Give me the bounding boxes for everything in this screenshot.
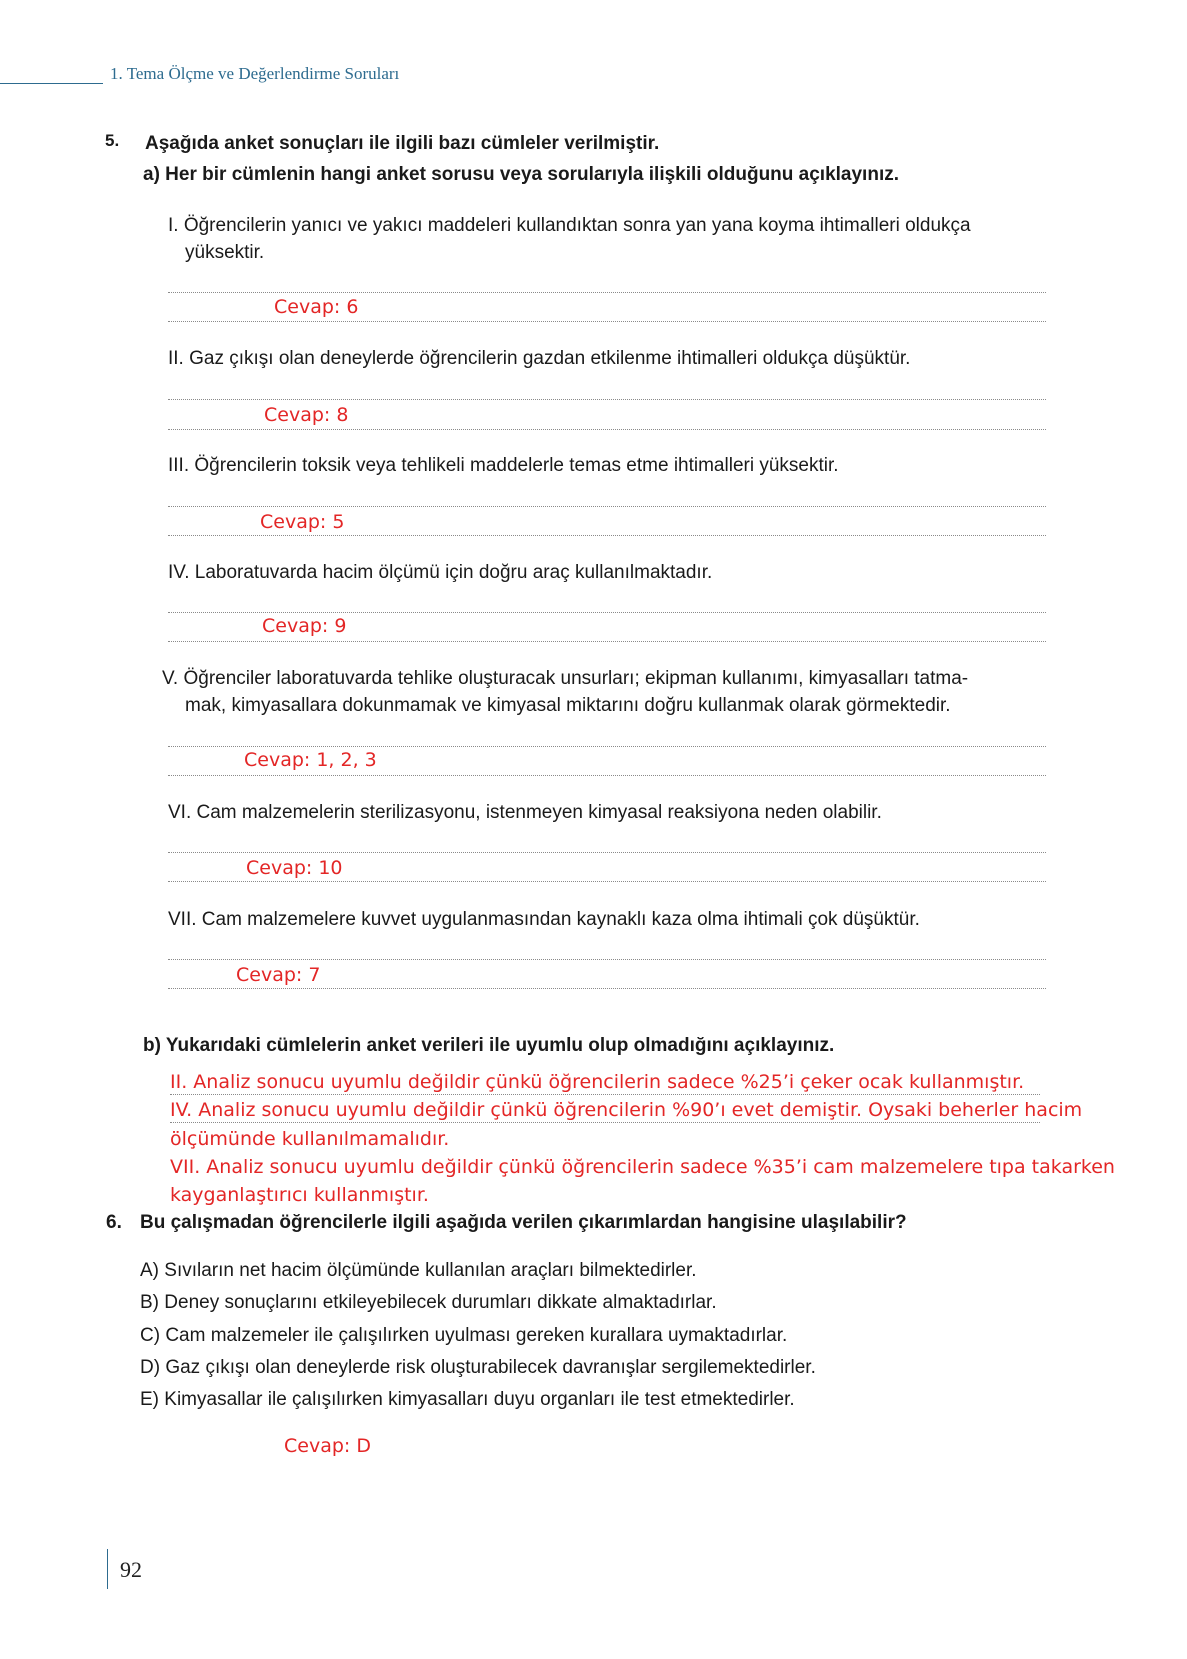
statement-7-line-1: VII. Cam malzemelere kuvvet uygulanmasından kaynaklı kaza olma ihtimali çok düşüktür. [168, 909, 920, 930]
part-b-answer-line-5: kayganlaştırıcı kullanmıştır. [170, 1184, 429, 1206]
question-5-intro: Aşağıda anket sonuçları ile ilgili bazı cümleler verilmiştir. [145, 133, 660, 154]
header-rule [0, 83, 103, 84]
answer-line [168, 881, 1046, 882]
statement-3-line-1: III. Öğrencilerin toksik veya tehlikeli maddelerle temas etme ihtimalleri yüksektir. [168, 455, 839, 476]
statement-4-line-1: IV. Laboratuvarda hacim ölçümü için doğru araç kullanılmaktadır. [168, 562, 713, 583]
statement-3-answer: Cevap: 5 [260, 511, 345, 533]
answer-line [168, 399, 1046, 400]
answer-line [168, 429, 1046, 430]
option-e: E) Kimyasallar ile çalışılırken kimyasalları duyu organları ile test etmektedirler. [140, 1389, 795, 1410]
statement-5-line-1: V. Öğrenciler laboratuvarda tehlike oluşturacak unsurları; ekipman kullanımı, kimyasalları tatma- [162, 668, 969, 689]
part-b-answer-line-4: VII. Analiz sonucu uyumlu değildir çünkü öğrencilerin sadece %35’i cam malzemelere tıpa takarken [170, 1156, 1115, 1178]
answer-line [168, 292, 1046, 293]
question-6-text: Bu çalışmadan öğrencilerle ilgili aşağıda verilen çıkarımlardan hangisine ulaşılabilir? [140, 1212, 907, 1233]
statement-4-answer: Cevap: 9 [262, 615, 347, 637]
question-5-number: 5. [105, 131, 120, 150]
chapter-title: 1. Tema Ölçme ve Değerlendirme Soruları [110, 64, 400, 83]
answer-line [168, 959, 1046, 960]
option-a: A) Sıvıların net hacim ölçümünde kullanılan araçları bilmektedirler. [140, 1260, 697, 1281]
statement-5-line-2: mak, kimyasallara dokunmamak ve kimyasal miktarını doğru kullanmak olarak görmektedir. [185, 695, 951, 716]
statement-7-answer: Cevap: 7 [236, 964, 321, 986]
answer-line [168, 641, 1046, 642]
answer-line [168, 852, 1046, 853]
question-5-part-b: b) Yukarıdaki cümlelerin anket verileri ile uyumlu olup olmadığını açıklayınız. [143, 1035, 835, 1056]
answer-line [168, 775, 1046, 776]
statement-5-answer: Cevap: 1, 2, 3 [244, 749, 377, 771]
part-b-answer-line-1: II. Analiz sonucu uyumlu değildir çünkü öğrencilerin sadece %25’i çeker ocak kullanmıştır. [170, 1071, 1025, 1093]
answer-line [168, 535, 1046, 536]
statement-1-answer: Cevap: 6 [274, 296, 359, 318]
question-5-part-a: a) Her bir cümlenin hangi anket sorusu veya sorularıyla ilişkili olduğunu açıklayınız. [143, 164, 900, 185]
answer-line [170, 1094, 1040, 1095]
answer-line [168, 612, 1046, 613]
option-d: D) Gaz çıkışı olan deneylerde risk oluşturabilecek davranışlar sergilemektedirler. [140, 1357, 816, 1378]
statement-6-line-1: VI. Cam malzemelerin sterilizasyonu, istenmeyen kimyasal reaksiyona neden olabilir. [168, 802, 882, 823]
statement-2-line-1: II. Gaz çıkışı olan deneylerde öğrencilerin gazdan etkilenme ihtimalleri oldukça düşüktür. [168, 348, 911, 369]
statement-1-line-1: I. Öğrencilerin yanıcı ve yakıcı maddeleri kullandıktan sonra yan yana koyma ihtimalleri oldukça [168, 215, 971, 236]
page-number: 92 [120, 1557, 142, 1582]
answer-line [168, 746, 1046, 747]
statement-2-answer: Cevap: 8 [264, 404, 349, 426]
question-6-answer: Cevap: D [284, 1435, 371, 1457]
answer-line [170, 1122, 1040, 1123]
part-b-answer-line-2: IV. Analiz sonucu uyumlu değildir çünkü öğrencilerin %90’ı evet demiştir. Oysaki beherler hacim [170, 1099, 1083, 1121]
statement-1-line-2: yüksektir. [185, 242, 265, 263]
page-number-rule [107, 1549, 108, 1589]
answer-line [168, 506, 1046, 507]
part-b-answer-line-3: ölçümünde kullanılmamalıdır. [170, 1128, 450, 1150]
question-6-number: 6. [106, 1212, 122, 1233]
option-b: B) Deney sonuçlarını etkileyebilecek durumları dikkate almaktadırlar. [140, 1292, 717, 1313]
option-c: C) Cam malzemeler ile çalışılırken uyulması gereken kurallara uymaktadırlar. [140, 1325, 788, 1346]
answer-line [168, 321, 1046, 322]
answer-line [168, 988, 1046, 989]
statement-6-answer: Cevap: 10 [246, 857, 343, 879]
